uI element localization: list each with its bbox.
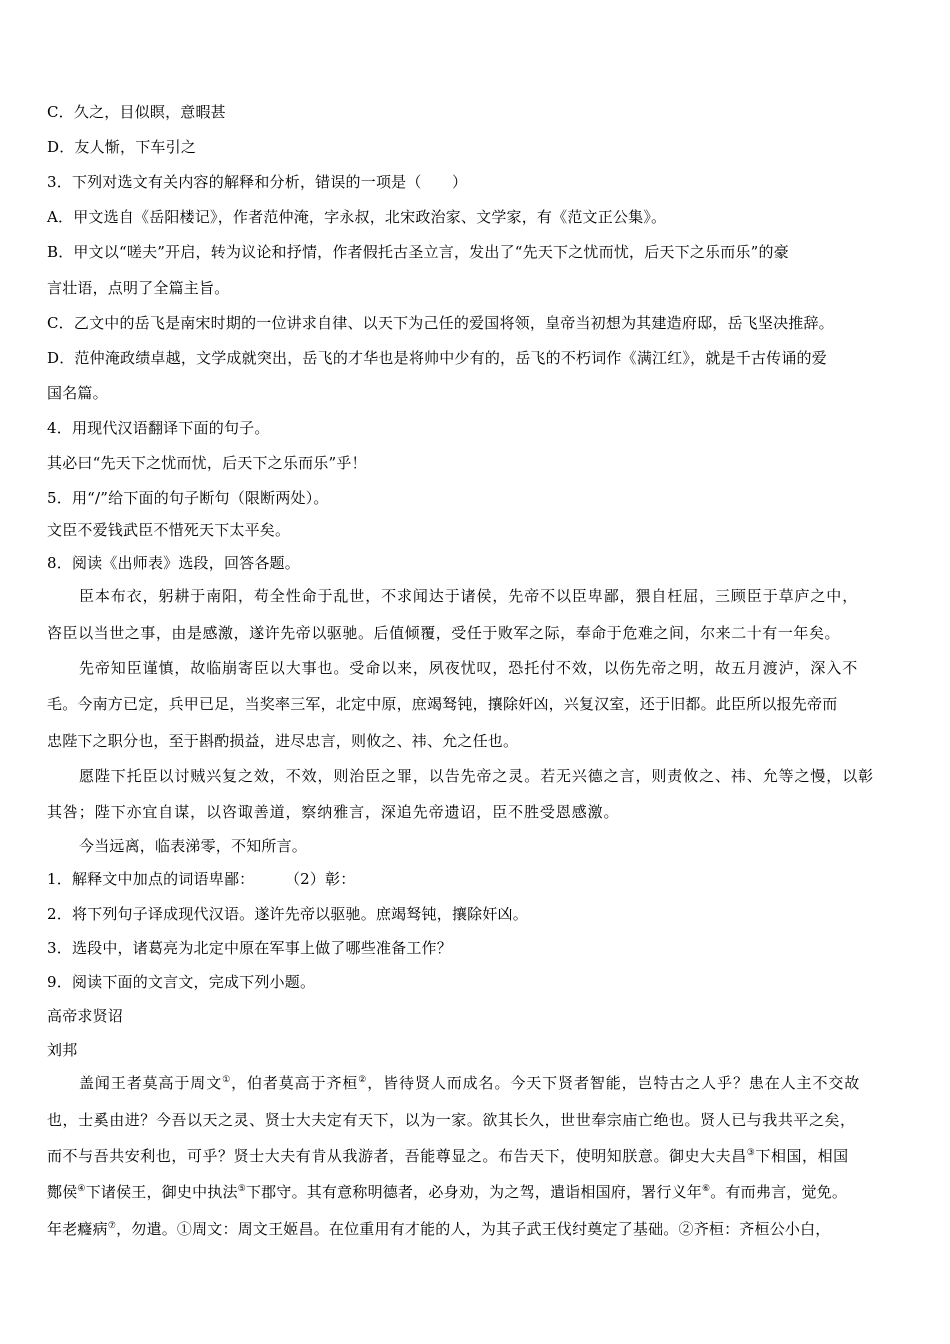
- footnote-mark: ①: [222, 1075, 232, 1085]
- q3-option-b: B．甲文以“嗟夫”开启，转为议论和抒情，作者假托古圣立言，发出了“先天下之忧而忧，后天下之乐而乐”的豪: [47, 243, 789, 261]
- passage-line: 其咎；陛下亦宜自谋，以咨诹善道，察纳雅言，深追先帝遗诏，臣不胜受恩感激。: [47, 803, 620, 821]
- question-5: 5．用“/”给下面的句子断句（限断两处）。: [47, 489, 329, 507]
- footnote-mark: ⑥: [702, 1184, 711, 1194]
- q3-option-c: C．乙文中的岳飞是南宋时期的一位讲求自律、以天下为己任的爱国将领，皇帝当初想为其建造府邸，岳飞坚决推辞。: [47, 314, 834, 332]
- option-c-line: C．久之，目似瞑，意暇甚: [47, 103, 226, 121]
- footnote-mark: ③: [746, 1148, 756, 1158]
- passage-line: 愿陛下托臣以讨贼兴复之效，不效，则治臣之罪，以告先帝之灵。若无兴德之言，则责攸之、祎、允等之慢，以彰: [79, 767, 875, 785]
- q3-option-d-cont: 国名篇。: [47, 384, 108, 402]
- q3-option-d: D．范仲淹政绩卓越，文学成就突出，岳飞的才华也是将帅中少有的，岳飞的不朽词作《满江红》，就是千古传诵的爱: [47, 349, 827, 367]
- footnote-mark: ⑦: [107, 1221, 117, 1231]
- sub-question-3: 3．选段中，诸葛亮为北定中原在军事上做了哪些准备工作？: [47, 939, 452, 957]
- sub-question-1: 1．解释文中加点的词语卑鄙： （2）彰：: [47, 870, 356, 888]
- question-4: 4．用现代汉语翻译下面的句子。: [47, 419, 270, 437]
- footnote-mark: ⑤: [237, 1184, 246, 1194]
- passage-line: 盖闻王者莫高于周文①，伯者莫高于齐桓②，皆待贤人而成名。今天下贤者智能，岂特古之人乎？患在人主不交故: [79, 1074, 861, 1092]
- passage-line: 臣本布衣，躬耕于南阳，苟全性命于乱世，不求闻达于诸侯，先帝不以臣卑鄙，猥自枉屈，三顾臣于草庐之中，: [79, 587, 859, 605]
- passage-line: 忠陛下之职分也，至于斟酌损益，进尽忠言，则攸之、祎、允之任也。: [47, 732, 519, 750]
- q4-sentence: 其必曰“先天下之忧而忧，后天下之乐而乐”乎！: [47, 454, 367, 472]
- passage-line: 也，士奚由进？今吾以天之灵、贤士大夫定有天下，以为一家。欲其长久，世世奉宗庙亡绝也。贤人已与我共平之矣，: [47, 1111, 856, 1129]
- text-author: 刘邦: [47, 1041, 78, 1059]
- footnote-mark: ②: [358, 1075, 368, 1085]
- question-9: 9．阅读下面的文言文，完成下列小题。: [47, 973, 316, 991]
- text-title: 高帝求贤诏: [47, 1007, 124, 1025]
- passage-line: 今当远离，临表涕零，不知所言。: [79, 837, 308, 855]
- passage-line: 酂侯④下诸侯王，御史中执法⑤下郡守。其有意称明德者，必身劝，为之驾，遣诣相国府，署行义年⑥。有而弗言，觉免。: [47, 1183, 848, 1201]
- q5-sentence: 文臣不爱钱武臣不惜死天下太平矣。: [47, 521, 291, 539]
- passage-line: 毛。今南方已定，兵甲已足，当奖率三军，北定中原，庶竭驽钝，攘除奸凶，兴复汉室，还于旧都。此臣所以报先帝而: [47, 695, 838, 713]
- question-8: 8．阅读《出师表》选段，回答各题。: [47, 554, 300, 572]
- q3-option-b-cont: 言壮语，点明了全篇主旨。: [47, 279, 230, 297]
- passage-line: 年老癃病⑦，勿遣。①周文：周文王姬昌。在位重用有才能的人，为其子武王伐纣奠定了基础。②齐桓：齐桓公小白，: [47, 1220, 831, 1238]
- passage-line: 而不与吾共安利也，可乎？贤士大夫有肯从我游者，吾能尊显之。布告天下，使明知朕意。御史大夫昌③下相国，相国: [47, 1147, 849, 1165]
- passage-line: 先帝知臣谨慎，故临崩寄臣以大事也。受命以来，夙夜忧叹，恐托付不效，以伤先帝之明，故五月渡泸，深入不: [79, 659, 859, 677]
- option-d-line: D．友人惭，下车引之: [47, 138, 197, 156]
- question-3: 3．下列对选文有关内容的解释和分析，错误的一项是（ ）: [47, 173, 468, 191]
- sub-question-2: 2．将下列句子译成现代汉语。遂许先帝以驱驰。庶竭驽钝，攘除奸凶。: [47, 905, 528, 923]
- q3-option-a: A．甲文选自《岳阳楼记》，作者范仲淹，字永叔，北宋政治家、文学家，有《范文正公集》。: [47, 208, 667, 226]
- passage-line: 咨臣以当世之事，由是感激，遂许先帝以驱驰。后值倾覆，受任于败军之际，奉命于危难之间，尔来二十有一年矣。: [47, 624, 841, 642]
- footnote-mark: ④: [77, 1184, 86, 1194]
